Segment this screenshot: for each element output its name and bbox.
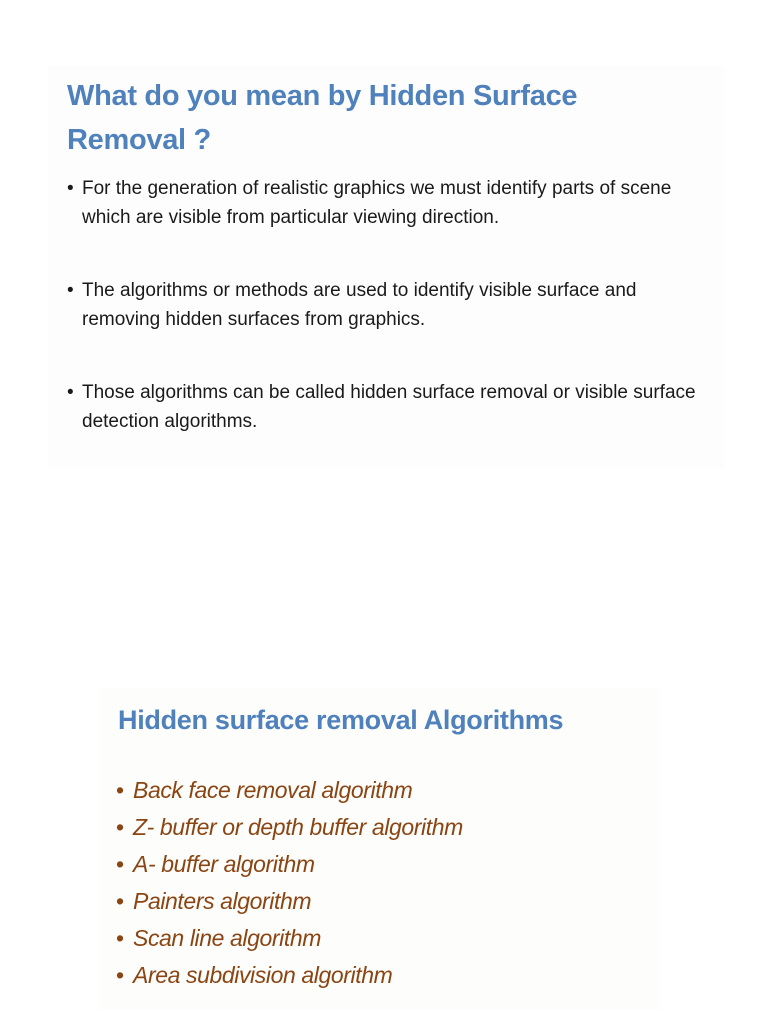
bullet-text: For the generation of realistic graphics we must identify parts of scene which are visible from particular viewing direction. (82, 178, 672, 228)
bullet-item (67, 276, 717, 334)
bullet-text: The algorithms or methods are used to identify visible surface and removing hidden surfaces from graphics. (82, 280, 637, 330)
algorithm-item (116, 846, 656, 883)
algorithm-name: Back face removal algorithm (133, 777, 413, 803)
slide-hidden-surface-definition (48, 66, 724, 468)
algorithm-name: Painters algorithm (133, 888, 312, 914)
algorithm-name: A- buffer algorithm (133, 851, 315, 877)
algorithm-list (116, 772, 656, 994)
bullet-icon: • (116, 851, 124, 877)
algorithm-item (116, 920, 656, 957)
bullet-icon: • (67, 178, 74, 199)
bullet-list (67, 174, 717, 436)
bullet-icon: • (116, 925, 124, 951)
slide-title: Hidden surface removal Algorithms (118, 705, 564, 735)
algorithm-item (116, 957, 656, 994)
bullet-text: Those algorithms can be called hidden surface removal or visible surface detection algorithms. (82, 382, 696, 432)
bullet-icon: • (116, 962, 124, 988)
algorithm-item (116, 883, 656, 920)
bullet-icon: • (67, 382, 74, 403)
bullet-icon: • (116, 777, 124, 803)
bullet-item (67, 174, 717, 232)
algorithm-name: Area subdivision algorithm (133, 962, 393, 988)
bullet-icon: • (116, 888, 124, 914)
algorithm-name: Scan line algorithm (133, 925, 322, 951)
algorithm-item (116, 772, 656, 809)
algorithm-name: Z- buffer or depth buffer algorithm (133, 814, 463, 840)
bullet-icon: • (67, 280, 74, 301)
slide-hsr-algorithms (100, 688, 660, 1010)
bullet-item (67, 378, 717, 436)
slide-title: What do you mean by Hidden Surface Removal ? (67, 80, 578, 156)
algorithm-item (116, 809, 656, 846)
bullet-icon: • (116, 814, 124, 840)
